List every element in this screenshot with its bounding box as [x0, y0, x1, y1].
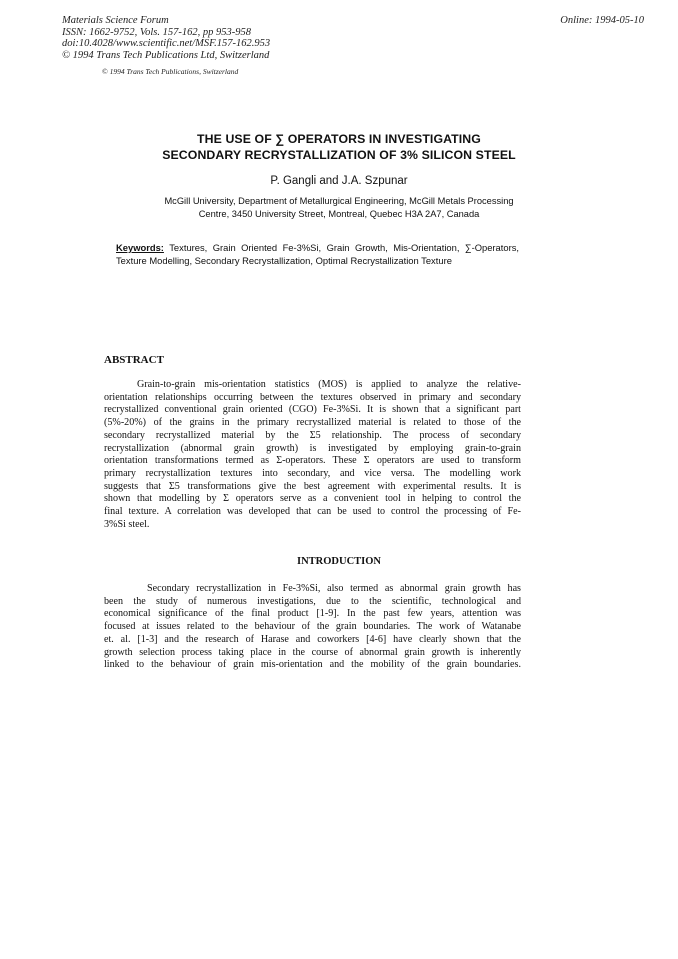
intro-line: growth selection process taking place in the course of abnormal grain growth is inherently — [104, 646, 521, 658]
intro-line: et. al. [1-3] and the research of Harase and coworkers [4-6] have clearly shown that the — [104, 633, 521, 645]
online-date: Online: 1994-05-10 — [560, 15, 644, 26]
keywords-block — [116, 242, 519, 267]
keywords-text: Textures, Grain Oriented Fe-3%Si, Grain Growth, Mis-Orientation, ∑-Operators, Texture Modelling, Secondary Recrystallization, Optimal Recrystallization Texture — [116, 242, 520, 266]
issn-line: ISSN: 1662-9752, Vols. 157-162, pp 953-958 — [62, 26, 251, 38]
abstract-line: suggests that Σ5 transformations give the best agreement with experimental results. It is — [104, 480, 521, 492]
abstract-line: recrystallization (abnormal grain growth) is investigated by employing grain-to-grain — [104, 442, 521, 454]
introduction-heading: INTRODUCTION — [296, 556, 381, 567]
intro-line: economical significance of the final product [1-9]. In the past few years, attention was — [104, 608, 521, 620]
authors: P. Gangli and J.A. Szpunar — [270, 175, 408, 187]
intro-line: been the study of numerous investigations, due to the scientific, technological and — [104, 595, 521, 607]
affiliation — [0, 195, 678, 220]
affiliation-line-2: Centre, 3450 University Street, Montreal, Quebec H3A 2A7, Canada — [198, 208, 480, 219]
introduction-text — [104, 583, 521, 672]
abstract-line: recrystallized conventional grain oriented (CGO) Fe-3%Si. It is shown that a significant part — [104, 404, 521, 416]
abstract-line: primary recrystallization textures into secondary, and vice versa. The modelling work — [104, 467, 521, 479]
abstract-line: secondary recrystallized material by the Σ5 relationship. The process of secondary — [104, 429, 521, 441]
doi-link[interactable]: doi:10.4028/www.scientific.net/MSF.157-162.953 — [62, 38, 271, 49]
paper-title — [0, 131, 678, 163]
intro-line: Secondary recrystallization in Fe-3%Si, also termed as abnormal grain growth has — [147, 583, 521, 594]
abstract-text — [104, 379, 521, 531]
abstract-line: shown that modelling by Σ operators serve as a convenient tool in helping to control the — [104, 493, 521, 505]
journal-name: Materials Science Forum — [62, 15, 169, 26]
abstract-line: 3%Si steel. — [104, 518, 150, 530]
intro-line: focused at issues related to the behaviour of the grain boundaries. The work of Watanabe — [104, 621, 521, 633]
title-line-2: SECONDARY RECRYSTALLIZATION OF 3% SILICON STEEL — [162, 148, 516, 162]
abstract-heading: ABSTRACT — [104, 354, 164, 366]
affiliation-line-1: McGill University, Department of Metallurgical Engineering, McGill Metals Processing — [164, 196, 514, 206]
title-line-1: THE USE OF ∑ OPERATORS IN INVESTIGATING — [197, 132, 481, 146]
abstract-line: final texture. A correlation was developed that can be used to control the processing of Fe- — [104, 506, 521, 518]
abstract-line: orientation transformations termed as Σ-operators. These Σ operators are used to transform — [104, 455, 521, 467]
abstract-line: orientation relationships occurring between the textures observed in primary and secondary — [104, 391, 521, 403]
intro-line: linked to the behaviour of grain mis-orientation and the mobility of the grain boundaries. — [104, 659, 521, 671]
abstract-line: (5%-20%) of the grains in the primary recrystallized material is related to those of the — [104, 417, 521, 429]
journal-metadata — [62, 15, 270, 61]
copyright-small: © 1994 Trans Tech Publications, Switzerland — [102, 67, 239, 76]
copyright-line: © 1994 Trans Tech Publications Ltd, Switzerland — [62, 49, 270, 61]
abstract-line: Grain-to-grain mis-orientation statistics (MOS) is applied to analyze the relative- — [137, 379, 521, 390]
keywords-label: Keywords: — [116, 242, 164, 253]
